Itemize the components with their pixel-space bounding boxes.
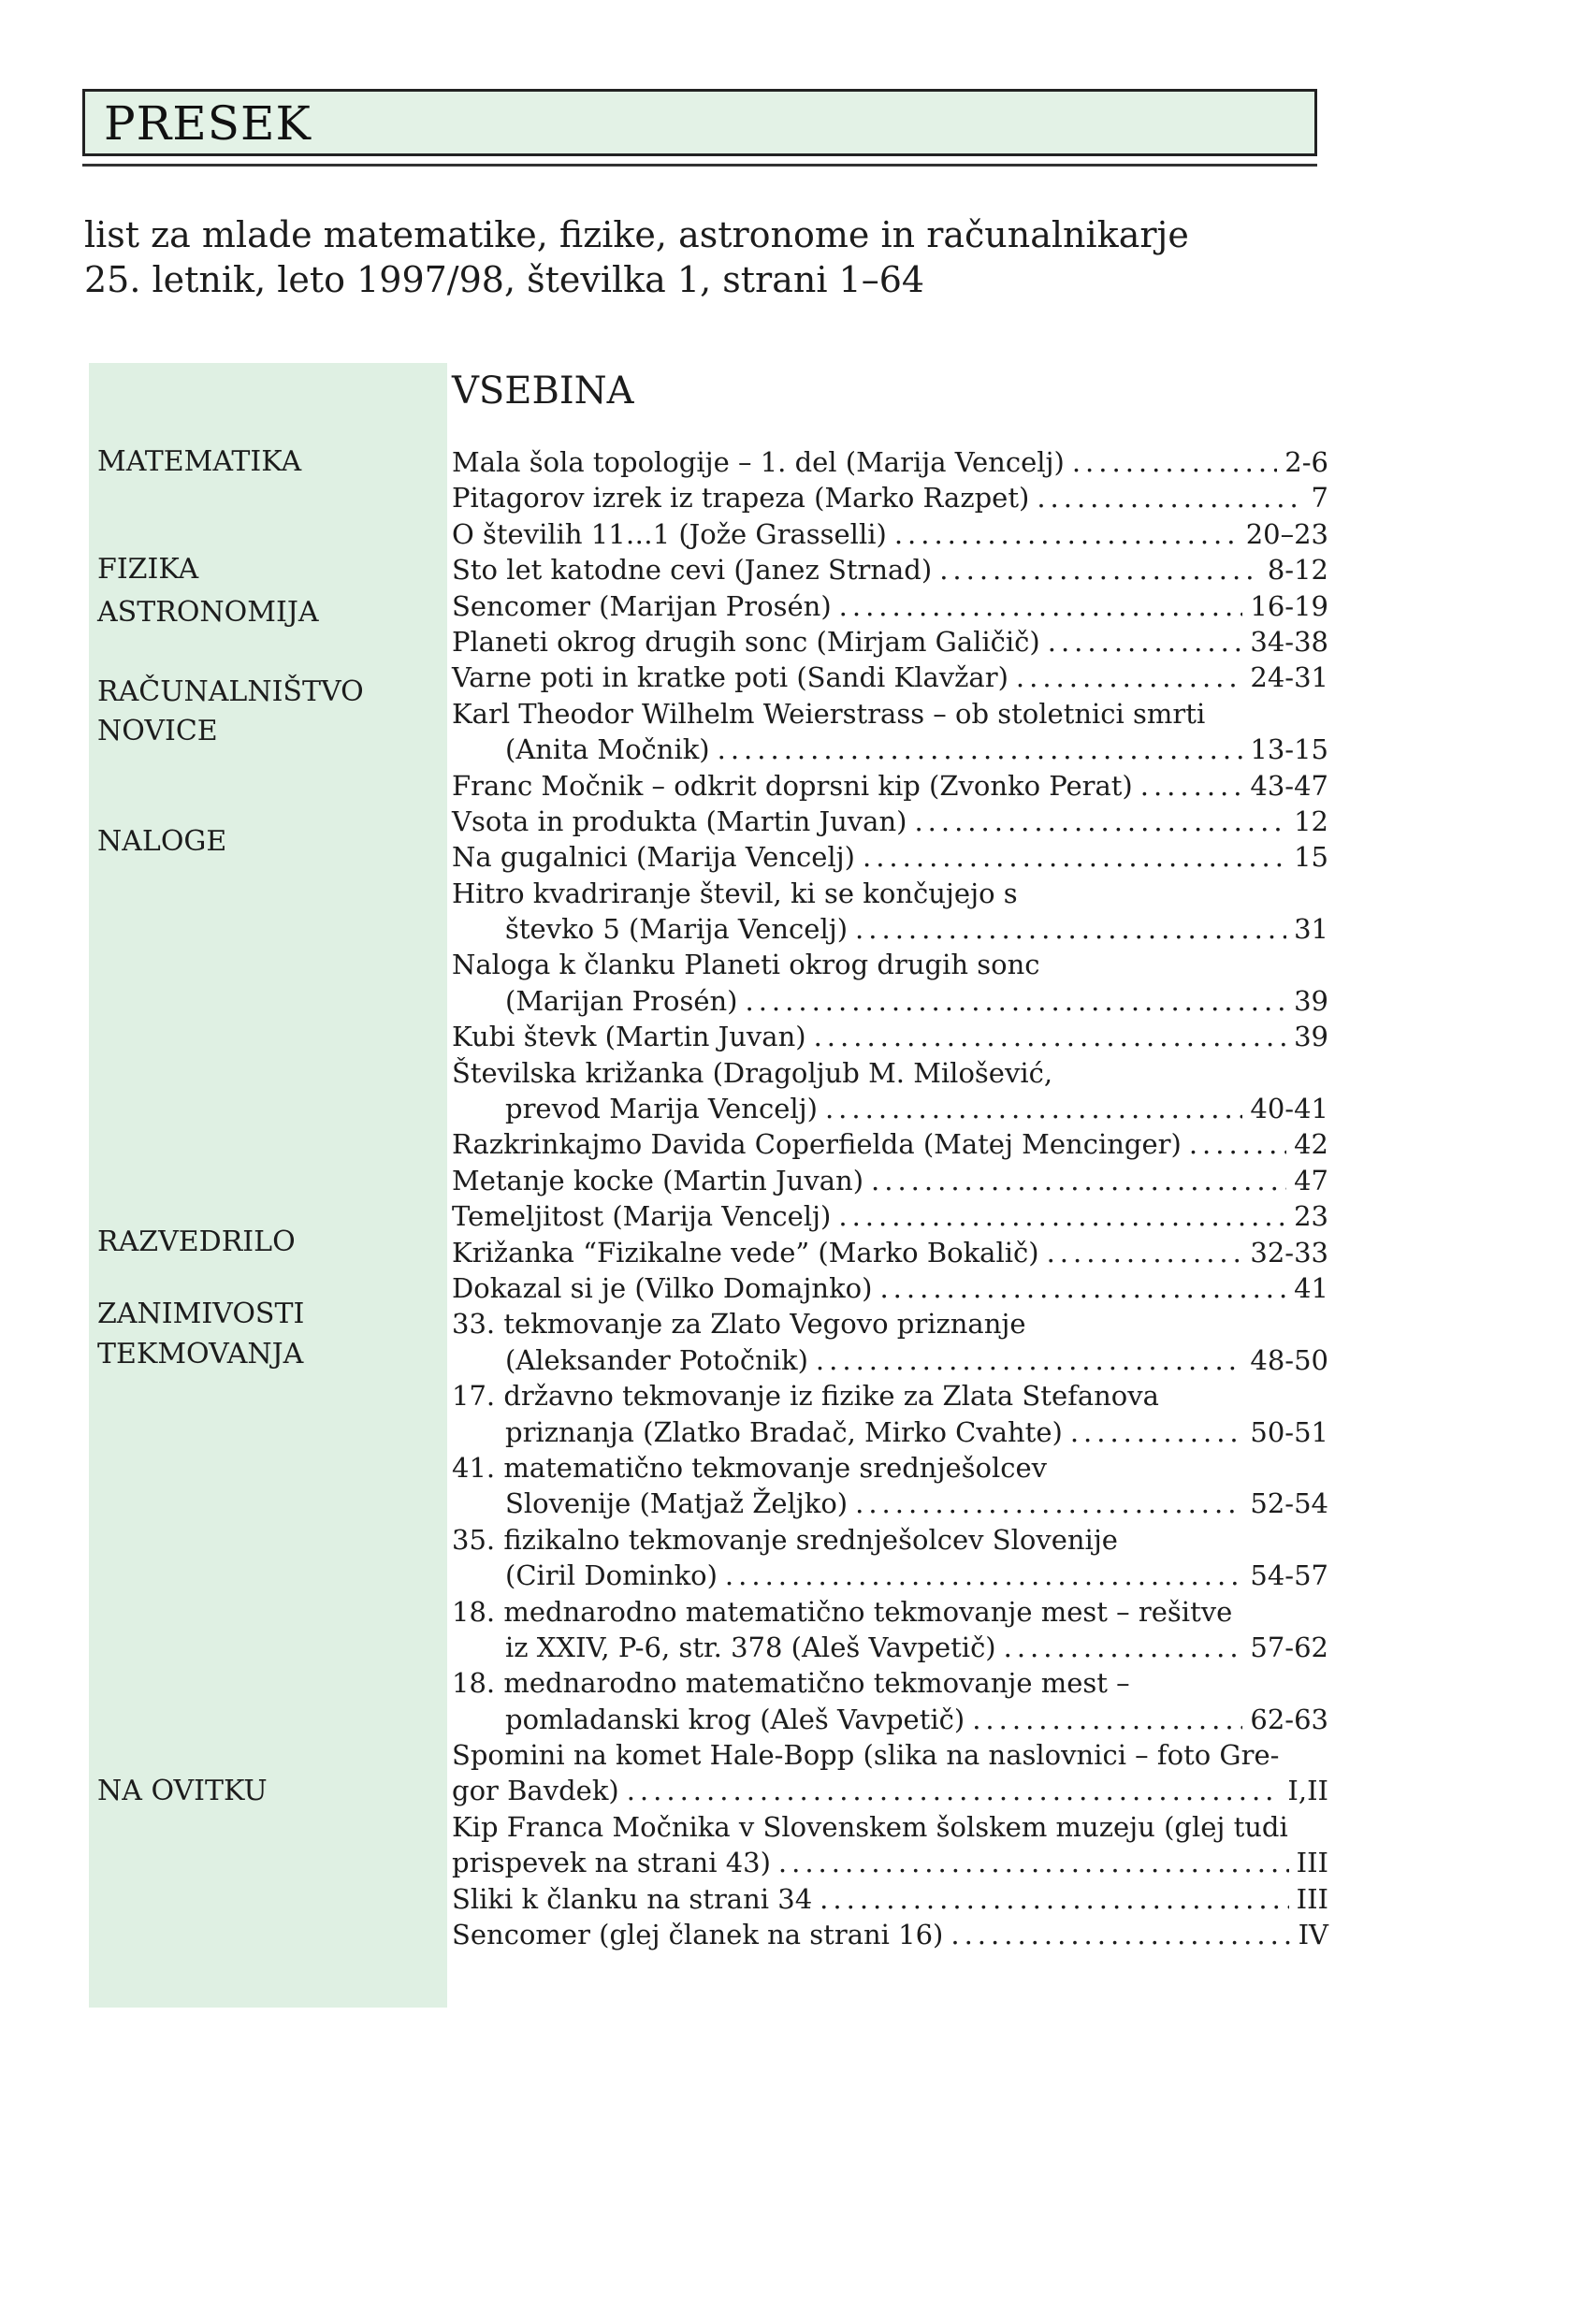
- toc-entry-line: [452, 552, 1328, 587]
- dot-leader: [1140, 768, 1243, 804]
- toc-entry-title: priznanja (Zlatko Bradač, Mirko Cvahte): [505, 1415, 1063, 1448]
- page-number: 40-41: [1250, 1093, 1328, 1125]
- page-number: 43-47: [1250, 769, 1328, 802]
- toc-entry: [452, 1270, 1328, 1306]
- toc-entry-line: [452, 588, 1328, 624]
- toc-entry-line: [452, 1198, 1328, 1234]
- dot-leader: [939, 552, 1260, 587]
- page-number: 54-57: [1250, 1559, 1328, 1592]
- toc-entry-line: [452, 1378, 1328, 1414]
- toc-entry: [452, 1235, 1328, 1270]
- dot-leader: [863, 839, 1286, 875]
- toc-entry-line: [452, 1522, 1328, 1558]
- toc-entry-line: [452, 696, 1328, 732]
- toc-entry-line: [452, 1450, 1328, 1486]
- toc-entry-line: [452, 1558, 1328, 1593]
- toc-entry-title: Sliki k članku na strani 34: [452, 1882, 813, 1915]
- toc-entry-line: [452, 516, 1328, 552]
- toc-entry-title: Naloga k članku Planeti okrog drugih sonc: [452, 949, 1040, 981]
- category-label: ZANIMIVOSTI: [97, 1298, 305, 1330]
- toc-entry: [452, 839, 1328, 875]
- toc-entry-line: [452, 1630, 1328, 1665]
- toc-entry-line: [452, 983, 1328, 1019]
- category-label: RAČUNALNIŠTVO: [97, 675, 364, 708]
- page-number: 16-19: [1250, 589, 1328, 622]
- header-rule: [82, 164, 1317, 167]
- toc-entry-line: [452, 947, 1328, 982]
- toc-entry: [452, 1594, 1328, 1666]
- toc-entry-title: 35. fizikalno tekmovanje srednješolcev Slovenije: [452, 1523, 1118, 1556]
- toc-entry-title: prispevek na strani 43): [452, 1847, 771, 1879]
- toc-entry: [452, 1809, 1328, 1881]
- toc-entry: [452, 1198, 1328, 1234]
- page-number: 31: [1294, 913, 1328, 946]
- dot-leader: [627, 1773, 1281, 1808]
- toc-entry: [452, 1378, 1328, 1450]
- dot-leader: [1070, 1414, 1243, 1450]
- toc-entry-line: [452, 1235, 1328, 1270]
- toc-entry-line: [452, 1019, 1328, 1054]
- toc-entry-line: [452, 1809, 1328, 1845]
- toc-entry-title: Hitro kvadriranje števil, ki se končujejo s: [452, 877, 1018, 909]
- toc-entry-title: Varne poti in kratke poti (Sandi Klavžar): [452, 661, 1008, 694]
- toc-entry-line: [452, 1414, 1328, 1450]
- page-number: 13-15: [1250, 733, 1328, 766]
- toc-entry-line: [452, 1091, 1328, 1126]
- toc-entry-title: iz XXIV, P-6, str. 378 (Aleš Vavpetič): [505, 1631, 996, 1663]
- category-label: MATEMATIKA: [97, 445, 302, 478]
- page-number: 62-63: [1250, 1703, 1328, 1735]
- page-number: 39: [1294, 1021, 1328, 1053]
- page-number: 12: [1294, 805, 1328, 837]
- page-number: 2-6: [1284, 446, 1328, 478]
- toc-entry-title: (Marijan Prosén): [505, 984, 738, 1017]
- toc-entry-line: [452, 768, 1328, 804]
- toc-entry-line: [452, 839, 1328, 875]
- toc-entry: [452, 1450, 1328, 1522]
- toc-entry-title: Sencomer (glej članek na strani 16): [452, 1919, 944, 1951]
- toc-entry-line: [452, 1486, 1328, 1521]
- toc-entry-title: Razkrinkajmo Davida Coperfielda (Matej Mencinger): [452, 1128, 1182, 1161]
- dot-leader: [1037, 480, 1303, 515]
- toc-entry-line: [452, 624, 1328, 660]
- page-number: 34-38: [1250, 625, 1328, 658]
- toc-entry-title: 41. matematično tekmovanje srednješolcev: [452, 1451, 1048, 1484]
- toc-entry-title: prevod Marija Vencelj): [505, 1093, 818, 1125]
- page-number: 23: [1294, 1200, 1328, 1233]
- toc-entry-title: Sencomer (Marijan Prosén): [452, 589, 832, 622]
- dot-leader: [1047, 1235, 1243, 1270]
- journal-subtitle: list za mlade matematike, fizike, astronome in računalnikarje: [84, 214, 1189, 255]
- page-number: IV: [1298, 1919, 1328, 1951]
- page-number: 7: [1311, 482, 1328, 515]
- dot-leader: [816, 1342, 1242, 1378]
- dot-leader: [838, 1198, 1286, 1234]
- journal-title: PRESEK: [104, 96, 312, 151]
- toc-entry-line: [452, 1881, 1328, 1917]
- dot-leader: [814, 1019, 1287, 1054]
- contents-heading: VSEBINA: [452, 370, 634, 413]
- toc-entry-title: števko 5 (Marija Vencelj): [505, 913, 849, 946]
- toc-entry-line: [452, 911, 1328, 947]
- dot-leader: [778, 1845, 1289, 1880]
- toc-entry-title: Franc Močnik – odkrit doprsni kip (Zvonko Perat): [452, 769, 1133, 802]
- toc-entry-title: Vsota in produkta (Martin Juvan): [452, 805, 907, 837]
- dot-leader: [894, 516, 1239, 552]
- category-label: NALOGE: [97, 825, 227, 858]
- dot-leader: [825, 1091, 1242, 1126]
- toc-entry: [452, 1917, 1328, 1952]
- page-number: 50-51: [1250, 1415, 1328, 1448]
- issue-info: 25. letnik, leto 1997/98, številka 1, strani 1–64: [84, 259, 925, 300]
- toc-entry: [452, 588, 1328, 624]
- dot-leader: [820, 1881, 1288, 1917]
- toc-entry-title: Pitagorov izrek iz trapeza (Marko Razpet): [452, 482, 1030, 515]
- page-number: 15: [1294, 841, 1328, 874]
- toc-entry: [452, 1881, 1328, 1917]
- toc-entry-line: [452, 876, 1328, 911]
- toc-entry-title: Slovenije (Matjaž Željko): [505, 1487, 849, 1520]
- category-label: ASTRONOMIJA: [97, 596, 319, 629]
- toc-entry-line: [452, 1270, 1328, 1306]
- toc-entry-line: [452, 444, 1328, 480]
- toc-entry-title: O številih 11…1 (Jože Grasselli): [452, 517, 887, 550]
- toc-entry-line: [452, 480, 1328, 515]
- dot-leader: [879, 1270, 1286, 1306]
- page-number: 47: [1294, 1164, 1328, 1196]
- toc-entry: [452, 624, 1328, 660]
- toc-entry-title: (Ciril Dominko): [505, 1559, 718, 1592]
- dot-leader: [1048, 624, 1243, 660]
- toc-entry-title: Mala šola topologije – 1. del (Marija Vencelj): [452, 446, 1065, 478]
- dot-leader: [914, 804, 1286, 839]
- toc-entry: [452, 1055, 1328, 1127]
- toc-entry: [452, 1737, 1328, 1809]
- toc-entry: [452, 1126, 1328, 1162]
- page-number: 24-31: [1250, 661, 1328, 694]
- dot-leader: [1016, 660, 1242, 695]
- page-number: 41: [1294, 1271, 1328, 1304]
- journal-banner: [82, 89, 1317, 156]
- toc-entry-title: Na gugalnici (Marija Vencelj): [452, 841, 855, 874]
- toc-entry: [452, 1019, 1328, 1054]
- toc-entry-line: [452, 1594, 1328, 1630]
- toc-entry-title: 17. državno tekmovanje iz fizike za Zlata Stefanova: [452, 1380, 1159, 1413]
- toc-entry-title: Dokazal si je (Vilko Domajnko): [452, 1271, 873, 1304]
- toc-entry-title: 18. mednarodno matematično tekmovanje mest – rešitve: [452, 1595, 1233, 1628]
- toc-entry: [452, 1163, 1328, 1198]
- toc-entry-title: gor Bavdek): [452, 1775, 619, 1807]
- toc-entry: [452, 804, 1328, 839]
- toc-entry-title: Spomini na komet Hale-Bopp (slika na naslovnici – foto Gre-: [452, 1739, 1280, 1772]
- toc-entry-line: [452, 1845, 1328, 1880]
- toc-entry-title: (Anita Močnik): [505, 733, 710, 766]
- toc-entry-title: Temeljitost (Marija Vencelj): [452, 1200, 832, 1233]
- toc-entry: [452, 444, 1328, 480]
- page-number: 52-54: [1250, 1487, 1328, 1520]
- category-label: NA OVITKU: [97, 1775, 268, 1807]
- contents-list: [452, 444, 1328, 1952]
- toc-entry-line: [452, 732, 1328, 767]
- toc-entry: [452, 516, 1328, 552]
- toc-entry: [452, 876, 1328, 948]
- dot-leader: [855, 1486, 1242, 1521]
- toc-entry-title: Kubi števk (Martin Juvan): [452, 1021, 806, 1053]
- toc-entry-line: [452, 1702, 1328, 1737]
- dot-leader: [1004, 1630, 1243, 1665]
- page-number: I,II: [1287, 1775, 1328, 1807]
- toc-entry-title: (Aleksander Potočnik): [505, 1343, 808, 1376]
- toc-entry-title: 18. mednarodno matematično tekmovanje mest –: [452, 1667, 1130, 1700]
- toc-entry-title: Metanje kocke (Martin Juvan): [452, 1164, 864, 1196]
- toc-entry-line: [452, 1055, 1328, 1091]
- dot-leader: [950, 1917, 1290, 1952]
- toc-entry: [452, 947, 1328, 1019]
- toc-entry-title: Kip Franca Močnika v Slovenskem šolskem muzeju (glej tudi: [452, 1810, 1288, 1843]
- dot-leader: [871, 1163, 1286, 1198]
- page-number: 48-50: [1250, 1343, 1328, 1376]
- toc-entry-line: [452, 1163, 1328, 1198]
- page-number: 8-12: [1267, 554, 1328, 587]
- category-label: RAZVEDRILO: [97, 1225, 296, 1258]
- dot-leader: [855, 911, 1286, 947]
- toc-entry-line: [452, 804, 1328, 839]
- page-number: 20–23: [1245, 517, 1328, 550]
- toc-entry: [452, 1306, 1328, 1378]
- dot-leader: [718, 732, 1243, 767]
- toc-entry: [452, 660, 1328, 695]
- toc-entry: [452, 768, 1328, 804]
- page-number: III: [1296, 1882, 1328, 1915]
- toc-entry-line: [452, 1306, 1328, 1341]
- toc-entry: [452, 480, 1328, 515]
- toc-entry-line: [452, 1773, 1328, 1808]
- toc-entry-title: pomladanski krog (Aleš Vavpetič): [505, 1703, 965, 1735]
- toc-entry-line: [452, 660, 1328, 695]
- toc-entry: [452, 696, 1328, 768]
- toc-entry: [452, 1665, 1328, 1737]
- page-number: 57-62: [1250, 1631, 1328, 1663]
- category-label: NOVICE: [97, 715, 218, 747]
- dot-leader: [972, 1702, 1242, 1737]
- toc-entry-title: Karl Theodor Wilhelm Weierstrass – ob stoletnici smrti: [452, 697, 1206, 730]
- toc-entry: [452, 552, 1328, 587]
- toc-entry-line: [452, 1917, 1328, 1952]
- toc-entry-line: [452, 1126, 1328, 1162]
- category-label: TEKMOVANJA: [97, 1338, 304, 1370]
- toc-entry-line: [452, 1342, 1328, 1378]
- dot-leader: [1189, 1126, 1286, 1162]
- dot-leader: [1072, 444, 1277, 480]
- category-label: FIZIKA: [97, 553, 199, 586]
- dot-leader: [725, 1558, 1242, 1593]
- toc-entry-title: Planeti okrog drugih sonc (Mirjam Galičič): [452, 625, 1040, 658]
- toc-entry-line: [452, 1665, 1328, 1701]
- page-number: 42: [1294, 1128, 1328, 1161]
- page-number: 39: [1294, 984, 1328, 1017]
- toc-entry-title: 33. tekmovanje za Zlato Vegovo priznanje: [452, 1308, 1026, 1341]
- toc-entry: [452, 1522, 1328, 1594]
- toc-entry-line: [452, 1737, 1328, 1773]
- dot-leader: [839, 588, 1243, 624]
- page-number: III: [1296, 1847, 1328, 1879]
- dot-leader: [745, 983, 1286, 1019]
- toc-entry-title: Sto let katodne cevi (Janez Strnad): [452, 554, 933, 587]
- page-number: 32-33: [1250, 1236, 1328, 1269]
- toc-entry-title: Križanka “Fizikalne vede” (Marko Bokalič): [452, 1236, 1039, 1269]
- toc-entry-title: Številska križanka (Dragoljub M. Milošević,: [452, 1056, 1053, 1089]
